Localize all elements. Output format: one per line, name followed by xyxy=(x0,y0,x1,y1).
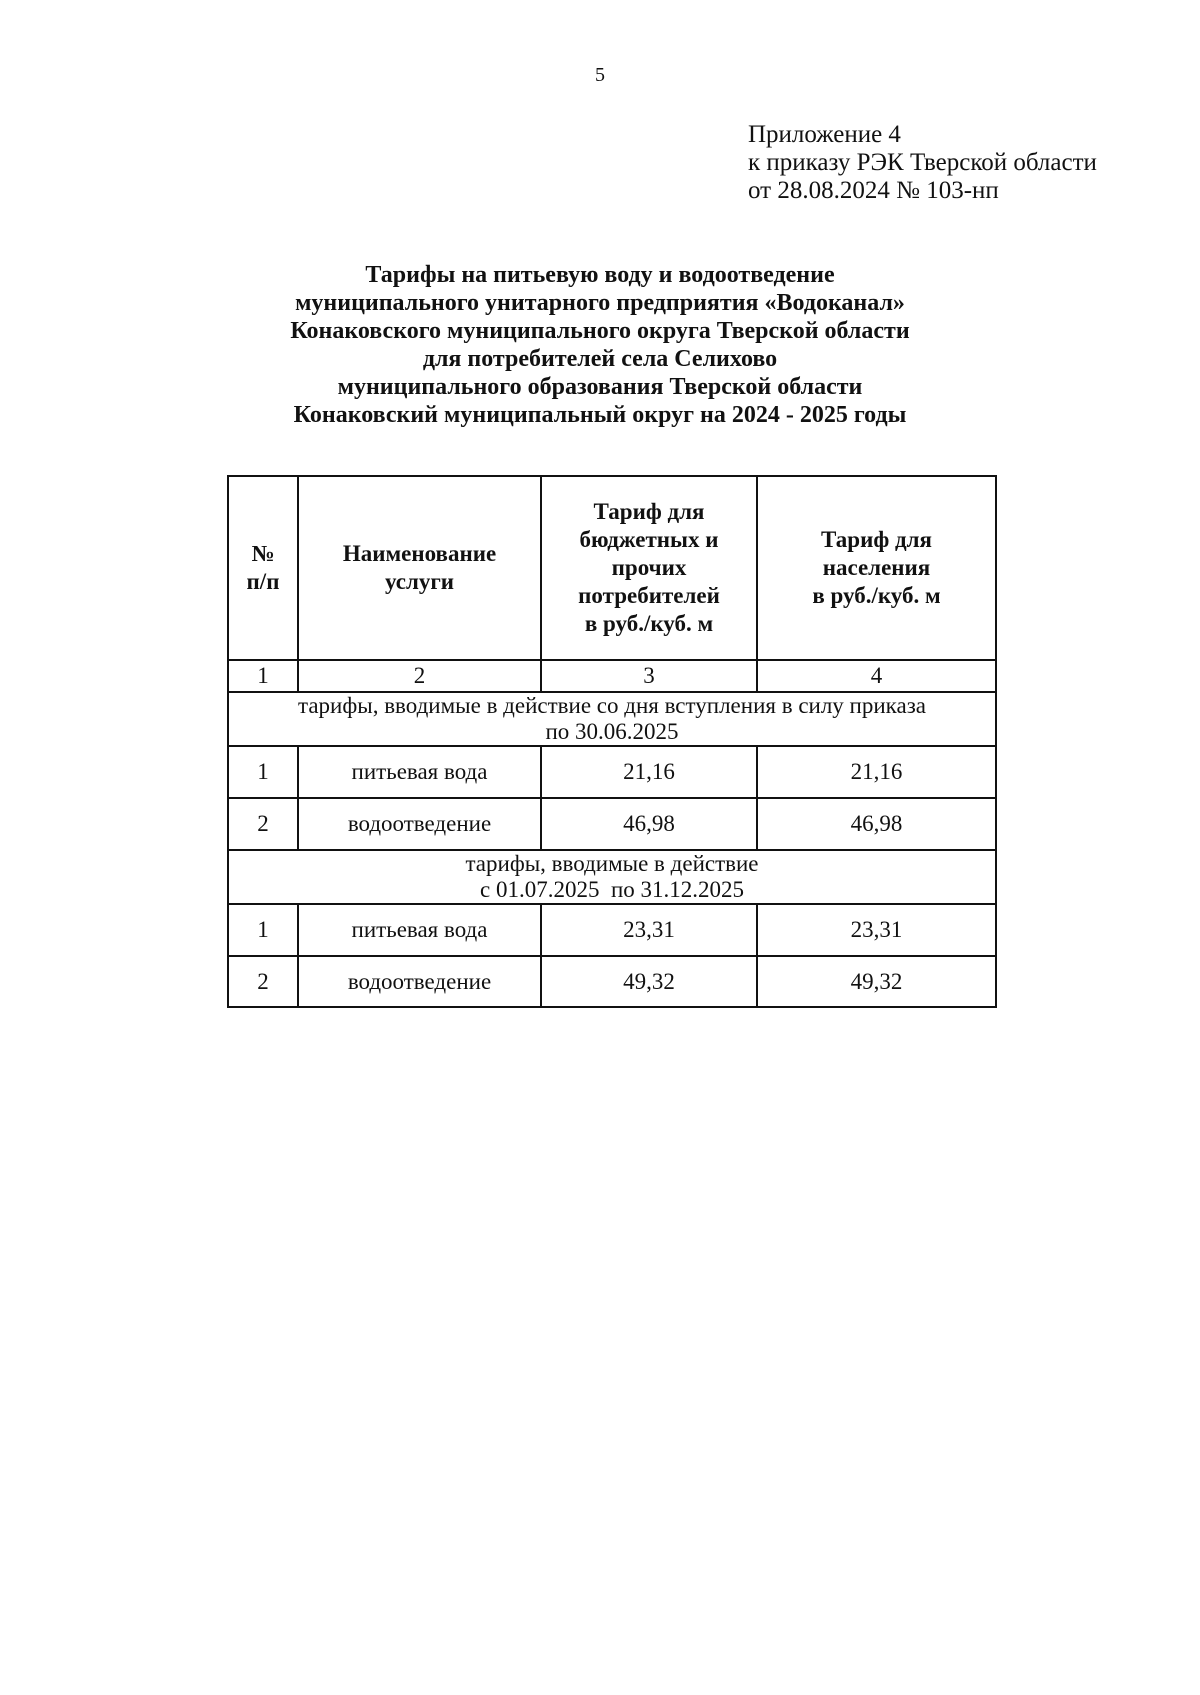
row-number: 2 xyxy=(228,956,298,1007)
population-tariff-value: 46,98 xyxy=(757,798,996,850)
appendix-line-1: Приложение 4 xyxy=(748,121,901,148)
population-tariff-value: 23,31 xyxy=(757,904,996,956)
budget-tariff-value: 23,31 xyxy=(541,904,757,956)
row-number: 1 xyxy=(228,904,298,956)
appendix-line-2: к приказу РЭК Тверской области xyxy=(748,149,1097,176)
table-row xyxy=(228,746,996,798)
service-name: водоотведение xyxy=(298,798,541,850)
appendix-block xyxy=(748,121,1097,205)
budget-tariff-value: 46,98 xyxy=(541,798,757,850)
period-heading-row xyxy=(228,850,996,904)
service-name: питьевая вода xyxy=(298,746,541,798)
title-line-5: муниципального образования Тверской области xyxy=(337,374,863,400)
table-row xyxy=(228,798,996,850)
document-title xyxy=(0,261,1200,429)
title-line-3: Конаковского муниципального округа Тверской области xyxy=(290,318,910,344)
header-budget-tariff: Тариф для бюджетных и прочих потребителей в руб./куб. м xyxy=(541,476,757,660)
title-line-2: муниципального унитарного предприятия «Водоканал» xyxy=(295,290,905,316)
appendix-line-3: от 28.08.2024 № 103-нп xyxy=(748,177,999,204)
tariff-table xyxy=(227,475,997,1008)
header-population-tariff: Тариф для населения в руб./куб. м xyxy=(757,476,996,660)
period-heading: тарифы, вводимые в действие с 01.07.2025 по 31.12.2025 xyxy=(228,850,996,904)
column-number: 1 xyxy=(228,660,298,692)
service-name: водоотведение xyxy=(298,956,541,1007)
column-number: 2 xyxy=(298,660,541,692)
table-row xyxy=(228,956,996,1007)
column-number: 3 xyxy=(541,660,757,692)
row-number: 2 xyxy=(228,798,298,850)
population-tariff-value: 49,32 xyxy=(757,956,996,1007)
budget-tariff-value: 49,32 xyxy=(541,956,757,1007)
title-line-1: Тарифы на питьевую воду и водоотведение xyxy=(365,262,835,288)
page-number: 5 xyxy=(595,64,605,86)
population-tariff-value: 21,16 xyxy=(757,746,996,798)
period-heading-row xyxy=(228,692,996,746)
table-header-row xyxy=(228,476,996,660)
service-name: питьевая вода xyxy=(298,904,541,956)
header-service-name: Наименование услуги xyxy=(298,476,541,660)
title-line-4: для потребителей села Селихово xyxy=(422,346,778,372)
column-number: 4 xyxy=(757,660,996,692)
budget-tariff-value: 21,16 xyxy=(541,746,757,798)
row-number: 1 xyxy=(228,746,298,798)
header-number: № п/п xyxy=(228,476,298,660)
column-numbers-row xyxy=(228,660,996,692)
table-row xyxy=(228,904,996,956)
title-line-6: Конаковский муниципальный округ на 2024 - 2025 годы xyxy=(293,402,907,428)
period-heading: тарифы, вводимые в действие со дня вступления в силу приказа по 30.06.2025 xyxy=(228,692,996,746)
